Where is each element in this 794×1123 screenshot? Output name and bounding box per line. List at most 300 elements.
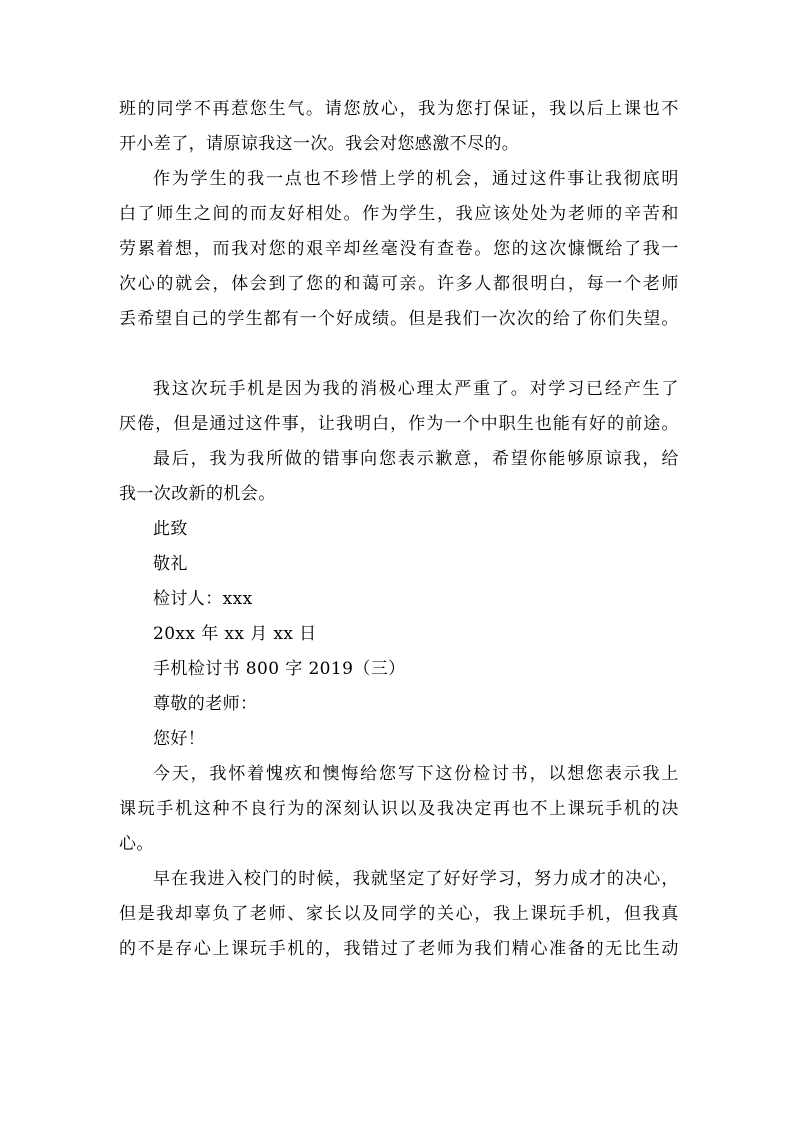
text-char: 这 bbox=[530, 239, 548, 259]
text-char: 家 bbox=[306, 904, 324, 924]
text-char: 生 bbox=[418, 204, 436, 224]
text-char: 书 bbox=[510, 764, 529, 784]
text-char: 老 bbox=[418, 939, 436, 959]
text-char: 给 bbox=[360, 764, 378, 784]
text-char: 职 bbox=[498, 414, 517, 434]
text-char: ， bbox=[212, 274, 230, 294]
text-char: 良 bbox=[249, 799, 268, 819]
text-char: 候 bbox=[316, 869, 334, 889]
text-char: 们 bbox=[462, 309, 480, 329]
greeting: 尊敬的老师： bbox=[153, 694, 258, 714]
text-char: 证 bbox=[511, 99, 530, 119]
text-char: 这 bbox=[435, 764, 453, 784]
text-char: 的 bbox=[228, 169, 246, 189]
text-char: 严 bbox=[454, 379, 472, 399]
text-char: 的 bbox=[606, 869, 625, 889]
text-line bbox=[119, 302, 679, 337]
text-char: 作 bbox=[408, 414, 426, 434]
text-char: 您 bbox=[306, 274, 324, 294]
text-char: 我 bbox=[209, 764, 227, 784]
text-char: 心 bbox=[455, 904, 474, 924]
text-char: 上 bbox=[605, 99, 623, 119]
text-char: 。 bbox=[510, 379, 529, 399]
text-char: 深 bbox=[324, 799, 343, 819]
text-char: 的 bbox=[306, 799, 324, 819]
text-char: 这 bbox=[245, 414, 263, 434]
text-char: ， bbox=[567, 274, 586, 294]
text-char: 我 bbox=[322, 379, 340, 399]
text-char: 手 bbox=[156, 799, 174, 819]
text-char: 这 bbox=[171, 379, 190, 399]
text-char: 查 bbox=[436, 239, 455, 259]
text-char: 一 bbox=[299, 309, 318, 329]
text-char: 班 bbox=[119, 99, 137, 119]
text-char: 您 bbox=[343, 99, 361, 119]
text-char: 门 bbox=[261, 869, 280, 889]
text-char: 请 bbox=[324, 99, 343, 119]
text-char: 但 bbox=[408, 309, 426, 329]
text-char: 理 bbox=[416, 379, 434, 399]
text-char: 为 bbox=[287, 799, 305, 819]
text-char: 的 bbox=[303, 449, 322, 469]
text-char: 不 bbox=[661, 99, 679, 119]
text-char: 真 bbox=[661, 904, 679, 924]
text-char: 了 bbox=[661, 379, 679, 399]
text-char: 够 bbox=[567, 449, 585, 469]
text-char: 也 bbox=[642, 99, 661, 119]
text-char: 极 bbox=[378, 379, 397, 399]
text-char: 个 bbox=[462, 414, 480, 434]
text-char: 的 bbox=[605, 204, 623, 224]
closing: 此致 bbox=[153, 519, 188, 539]
text-char: 就 bbox=[175, 274, 193, 294]
text-char: 这 bbox=[529, 169, 547, 189]
text-char: 为 bbox=[436, 99, 455, 119]
text-char: 这 bbox=[193, 799, 212, 819]
text-char: ， bbox=[473, 169, 491, 189]
text-char: 过 bbox=[227, 414, 245, 434]
text-char: 有 bbox=[418, 239, 436, 259]
text-char: ， bbox=[299, 414, 318, 434]
text-line bbox=[119, 372, 679, 407]
text-char: 师 bbox=[268, 904, 287, 924]
text-char: 苦 bbox=[642, 204, 661, 224]
text-char: 心 bbox=[643, 869, 661, 889]
text-char: 心 bbox=[380, 99, 399, 119]
text-char: 都 bbox=[493, 274, 511, 294]
text-char: 进 bbox=[207, 869, 225, 889]
text-char: 不 bbox=[137, 939, 156, 959]
text-char: 动 bbox=[661, 939, 679, 959]
text-char: 蔼 bbox=[362, 274, 380, 294]
text-char: 生 bbox=[268, 99, 287, 119]
text-char: 但 bbox=[173, 414, 191, 434]
text-char: 不 bbox=[231, 799, 249, 819]
text-char: 为 bbox=[455, 939, 474, 959]
text-char: 厌 bbox=[119, 414, 137, 434]
text-char: 错 bbox=[362, 939, 380, 959]
text-char: 却 bbox=[343, 239, 361, 259]
text-char: 成 bbox=[570, 869, 588, 889]
text-char: 我 bbox=[247, 449, 265, 469]
text-char: 给 bbox=[605, 239, 623, 259]
text-char: 明 bbox=[661, 169, 679, 189]
text-char: 让 bbox=[586, 169, 604, 189]
text-char: 课 bbox=[623, 99, 642, 119]
text-char: 着 bbox=[156, 239, 174, 259]
text-char: 您 bbox=[268, 239, 287, 259]
text-char: 让 bbox=[317, 414, 336, 434]
text-char: 的 bbox=[287, 239, 305, 259]
text-char: 应 bbox=[474, 204, 492, 224]
text-char: 也 bbox=[534, 414, 553, 434]
text-char: 而 bbox=[212, 239, 230, 259]
text-char: 我 bbox=[642, 764, 660, 784]
text-char: 都 bbox=[263, 309, 282, 329]
text-char: 处 bbox=[511, 204, 530, 224]
text-char: 我 bbox=[642, 239, 661, 259]
text-char: 的 bbox=[534, 309, 553, 329]
text-char: 定 bbox=[407, 869, 425, 889]
text-char: 我 bbox=[352, 869, 371, 889]
text-char: 累 bbox=[137, 239, 156, 259]
text-char: 也 bbox=[303, 169, 322, 189]
text-char: 您 bbox=[455, 99, 474, 119]
text-char: ， bbox=[529, 764, 547, 784]
text-char: 手 bbox=[268, 939, 287, 959]
text-char: 点 bbox=[284, 169, 303, 189]
text-char: 手 bbox=[605, 799, 623, 819]
text-char: 己 bbox=[191, 309, 209, 329]
text-char: 手 bbox=[228, 379, 246, 399]
text-char: 个 bbox=[317, 309, 336, 329]
text-char: 我 bbox=[156, 904, 174, 924]
text-char: 想 bbox=[175, 239, 193, 259]
text-char: 。 bbox=[306, 99, 324, 119]
text-char: 下 bbox=[416, 764, 434, 784]
text-char: 珍 bbox=[341, 169, 359, 189]
text-char: ， bbox=[605, 904, 623, 924]
text-char: 您 bbox=[586, 764, 604, 784]
text-char: 表 bbox=[397, 449, 416, 469]
text-char: 能 bbox=[552, 414, 571, 434]
text-char: 体 bbox=[231, 274, 249, 294]
text-char: 产 bbox=[623, 379, 642, 399]
text-char: 为 bbox=[228, 449, 246, 469]
text-line bbox=[119, 442, 679, 477]
paragraph-gap bbox=[119, 337, 679, 372]
text-char: 事 bbox=[341, 449, 359, 469]
text-char: 是 bbox=[137, 904, 156, 924]
text-char: 时 bbox=[298, 869, 316, 889]
text-char: 每 bbox=[586, 274, 604, 294]
text-char: 毫 bbox=[380, 239, 399, 259]
text-char: 课 bbox=[567, 799, 586, 819]
text-char: 了 bbox=[399, 939, 417, 959]
text-char: 为 bbox=[171, 169, 190, 189]
text-char: 心 bbox=[137, 274, 156, 294]
text-char: 而 bbox=[249, 204, 268, 224]
text-char: 气 bbox=[287, 99, 305, 119]
text-char: 惜 bbox=[360, 169, 378, 189]
text-char: 为 bbox=[549, 204, 567, 224]
text-char: 。 bbox=[390, 309, 408, 329]
text-char: ， bbox=[516, 869, 534, 889]
text-char: 上 bbox=[378, 169, 397, 189]
text-char: 机 bbox=[287, 939, 305, 959]
text-char: 次 bbox=[498, 309, 517, 329]
text-char: 学 bbox=[175, 99, 193, 119]
text-char: 您 bbox=[378, 449, 397, 469]
text-char: 生 bbox=[209, 169, 227, 189]
date: 20xx 年 xx 月 xx 日 bbox=[153, 624, 317, 644]
text-char: 刻 bbox=[343, 799, 361, 819]
text-char: 次 bbox=[190, 379, 209, 399]
text-char: 中 bbox=[480, 414, 498, 434]
text-char: 了 bbox=[623, 239, 642, 259]
text-char: 我 bbox=[153, 379, 171, 399]
text-char: 件 bbox=[548, 169, 566, 189]
text-char: 却 bbox=[175, 904, 193, 924]
text-char: 望 bbox=[155, 309, 173, 329]
text-char: 我 bbox=[231, 239, 249, 259]
document-body bbox=[119, 92, 679, 967]
text-char: 希 bbox=[491, 449, 510, 469]
text-char: 以 bbox=[399, 799, 417, 819]
text-char: 后 bbox=[586, 99, 604, 119]
text-char: 课 bbox=[119, 799, 137, 819]
text-char: 好 bbox=[335, 309, 354, 329]
text-char: 间 bbox=[212, 204, 230, 224]
text-char: 师 bbox=[156, 204, 174, 224]
text-char: 件 bbox=[263, 414, 282, 434]
text-char: ， bbox=[190, 764, 209, 784]
text-char: 会 bbox=[454, 169, 472, 189]
text-char: 努 bbox=[534, 869, 552, 889]
text-char: 惹 bbox=[231, 99, 249, 119]
text-char: 能 bbox=[548, 449, 566, 469]
text-char: 慷 bbox=[567, 239, 586, 259]
text-char: 机 bbox=[435, 169, 453, 189]
text-char: 学 bbox=[399, 204, 417, 224]
text-line bbox=[119, 862, 679, 897]
text-char: 给 bbox=[552, 309, 571, 329]
text-char: 您 bbox=[378, 764, 397, 784]
text-char: 同 bbox=[156, 99, 174, 119]
text-char: 决 bbox=[455, 799, 474, 819]
text-char: 有 bbox=[281, 309, 300, 329]
text-char: 、 bbox=[287, 904, 305, 924]
text-char: 检 bbox=[473, 764, 491, 784]
text-char: 玩 bbox=[209, 379, 227, 399]
text-char: 次 bbox=[119, 274, 137, 294]
text-char: 白 bbox=[119, 204, 137, 224]
signer: 检讨人：xxx bbox=[153, 589, 253, 609]
text-char: ， bbox=[334, 869, 352, 889]
text-char: 不 bbox=[530, 799, 548, 819]
text-char: 的 bbox=[119, 939, 137, 959]
text-char: 机 bbox=[623, 799, 642, 819]
section-title: 手机检讨书 800 字 2019（三） bbox=[153, 659, 406, 679]
text-char: 是 bbox=[191, 414, 209, 434]
text-char: 事 bbox=[567, 169, 585, 189]
text-char: 的 bbox=[156, 274, 174, 294]
text-char: 才 bbox=[588, 869, 607, 889]
text-char: 后 bbox=[171, 449, 190, 469]
text-char: 学 bbox=[227, 309, 245, 329]
text-char: 辛 bbox=[623, 204, 642, 224]
text-char: 通 bbox=[209, 414, 227, 434]
text-char: 上 bbox=[661, 764, 679, 784]
hello: 您好！ bbox=[153, 729, 206, 749]
text-char: 机 bbox=[175, 799, 193, 819]
text-char: 上 bbox=[549, 799, 567, 819]
text-char: 生 bbox=[175, 204, 193, 224]
text-char: 了 bbox=[425, 869, 443, 889]
text-char: 我 bbox=[493, 904, 511, 924]
text-char: 生 bbox=[245, 309, 263, 329]
text-char: 及 bbox=[362, 904, 380, 924]
text-char: 种 bbox=[212, 799, 230, 819]
text-char: 的 bbox=[418, 904, 436, 924]
text-char: 心 bbox=[530, 939, 548, 959]
text-char: 对 bbox=[529, 379, 547, 399]
text-char: 但 bbox=[119, 904, 137, 924]
text-char: 今 bbox=[153, 764, 171, 784]
text-char: 自 bbox=[173, 309, 191, 329]
text-char: 以 bbox=[567, 99, 586, 119]
text-char: 学 bbox=[479, 869, 498, 889]
text-char: 会 bbox=[249, 274, 268, 294]
text-char: 以 bbox=[343, 904, 361, 924]
text-char: 辜 bbox=[193, 904, 212, 924]
text-char: 想 bbox=[567, 764, 585, 784]
text-char: ， bbox=[190, 449, 209, 469]
text-char: 课 bbox=[530, 904, 548, 924]
text-char: 放 bbox=[362, 99, 380, 119]
text-char: 慨 bbox=[586, 239, 604, 259]
text-char: 好 bbox=[461, 869, 480, 889]
text-char: 了 bbox=[231, 904, 249, 924]
text-char: 我 bbox=[623, 449, 642, 469]
text-line: 我一次改新的机会。 bbox=[119, 484, 276, 504]
text-char: 们 bbox=[607, 309, 625, 329]
text-char: 师 bbox=[436, 939, 455, 959]
text-char: 可 bbox=[380, 274, 399, 294]
text-char: 为 bbox=[380, 204, 399, 224]
text-char: 做 bbox=[284, 449, 303, 469]
text-char: 老 bbox=[249, 904, 268, 924]
text-char: 保 bbox=[493, 99, 511, 119]
text-char: 早 bbox=[153, 869, 171, 889]
text-char: 丝 bbox=[362, 239, 380, 259]
text-char: 们 bbox=[493, 939, 511, 959]
text-char: ， bbox=[155, 414, 173, 434]
text-char: 的 bbox=[511, 239, 530, 259]
text-char: 一 bbox=[480, 309, 498, 329]
text-char: 我 bbox=[604, 169, 623, 189]
text-line bbox=[119, 92, 679, 127]
text-char: 了 bbox=[287, 274, 305, 294]
text-char: 最 bbox=[153, 449, 171, 469]
text-char: 许 bbox=[436, 274, 455, 294]
text-char: ， bbox=[193, 239, 212, 259]
text-char: ， bbox=[530, 99, 548, 119]
text-char: 了 bbox=[491, 379, 510, 399]
text-line bbox=[119, 267, 679, 302]
text-char: 习 bbox=[497, 869, 516, 889]
text-line bbox=[119, 407, 679, 442]
text-char: 无 bbox=[605, 939, 623, 959]
text-char: 太 bbox=[435, 379, 453, 399]
text-char: 好 bbox=[443, 869, 461, 889]
text-char: 是 bbox=[156, 939, 174, 959]
text-char: 所 bbox=[265, 449, 284, 469]
text-char: 学 bbox=[548, 379, 566, 399]
text-char: 上 bbox=[511, 904, 530, 924]
text-line: 心。 bbox=[119, 834, 154, 854]
text-char: 就 bbox=[370, 869, 389, 889]
text-char: 但 bbox=[623, 904, 642, 924]
text-char: 作 bbox=[362, 204, 380, 224]
text-char: 关 bbox=[436, 904, 455, 924]
text-char: 的 bbox=[607, 414, 625, 434]
text-char: 课 bbox=[231, 939, 249, 959]
text-char: 是 bbox=[426, 309, 444, 329]
text-char: 的 bbox=[280, 869, 298, 889]
text-char: 生 bbox=[642, 379, 660, 399]
text-char: 机 bbox=[586, 904, 604, 924]
text-char: 生 bbox=[642, 939, 661, 959]
text-char: 手 bbox=[567, 904, 586, 924]
text-char: 我 bbox=[549, 99, 567, 119]
text-char: 次 bbox=[516, 309, 535, 329]
text-char: 老 bbox=[567, 204, 586, 224]
text-char: 的 bbox=[306, 939, 324, 959]
text-char: 没 bbox=[399, 239, 417, 259]
text-char: 以 bbox=[548, 764, 566, 784]
text-char: 一 bbox=[661, 239, 679, 259]
text-char: 该 bbox=[493, 204, 511, 224]
text-char: 。 bbox=[661, 414, 679, 434]
text-char: 老 bbox=[642, 274, 661, 294]
text-char: 个 bbox=[623, 274, 642, 294]
text-char: 倦 bbox=[137, 414, 155, 434]
text-char: 歉 bbox=[435, 449, 453, 469]
text-char: 同 bbox=[380, 904, 399, 924]
text-char: 你 bbox=[589, 309, 607, 329]
text-line bbox=[119, 792, 679, 827]
text-line bbox=[119, 757, 679, 792]
text-line bbox=[119, 897, 679, 932]
text-char: 已 bbox=[586, 379, 604, 399]
text-char: 力 bbox=[552, 869, 570, 889]
text-char: 玩 bbox=[586, 799, 604, 819]
text-char: 我 bbox=[209, 449, 227, 469]
text-char: 我 bbox=[247, 169, 265, 189]
text-char: 望 bbox=[643, 309, 661, 329]
text-char: 和 bbox=[303, 764, 322, 784]
text-char: 成 bbox=[354, 309, 372, 329]
text-char: 认 bbox=[362, 799, 380, 819]
text-char: 我 bbox=[436, 799, 455, 819]
text-char: 的 bbox=[209, 309, 227, 329]
text-char: 示 bbox=[416, 449, 434, 469]
text-char: 我 bbox=[189, 869, 207, 889]
text-line bbox=[119, 197, 679, 232]
text-char: 玩 bbox=[137, 799, 156, 819]
text-char: ， bbox=[642, 449, 660, 469]
